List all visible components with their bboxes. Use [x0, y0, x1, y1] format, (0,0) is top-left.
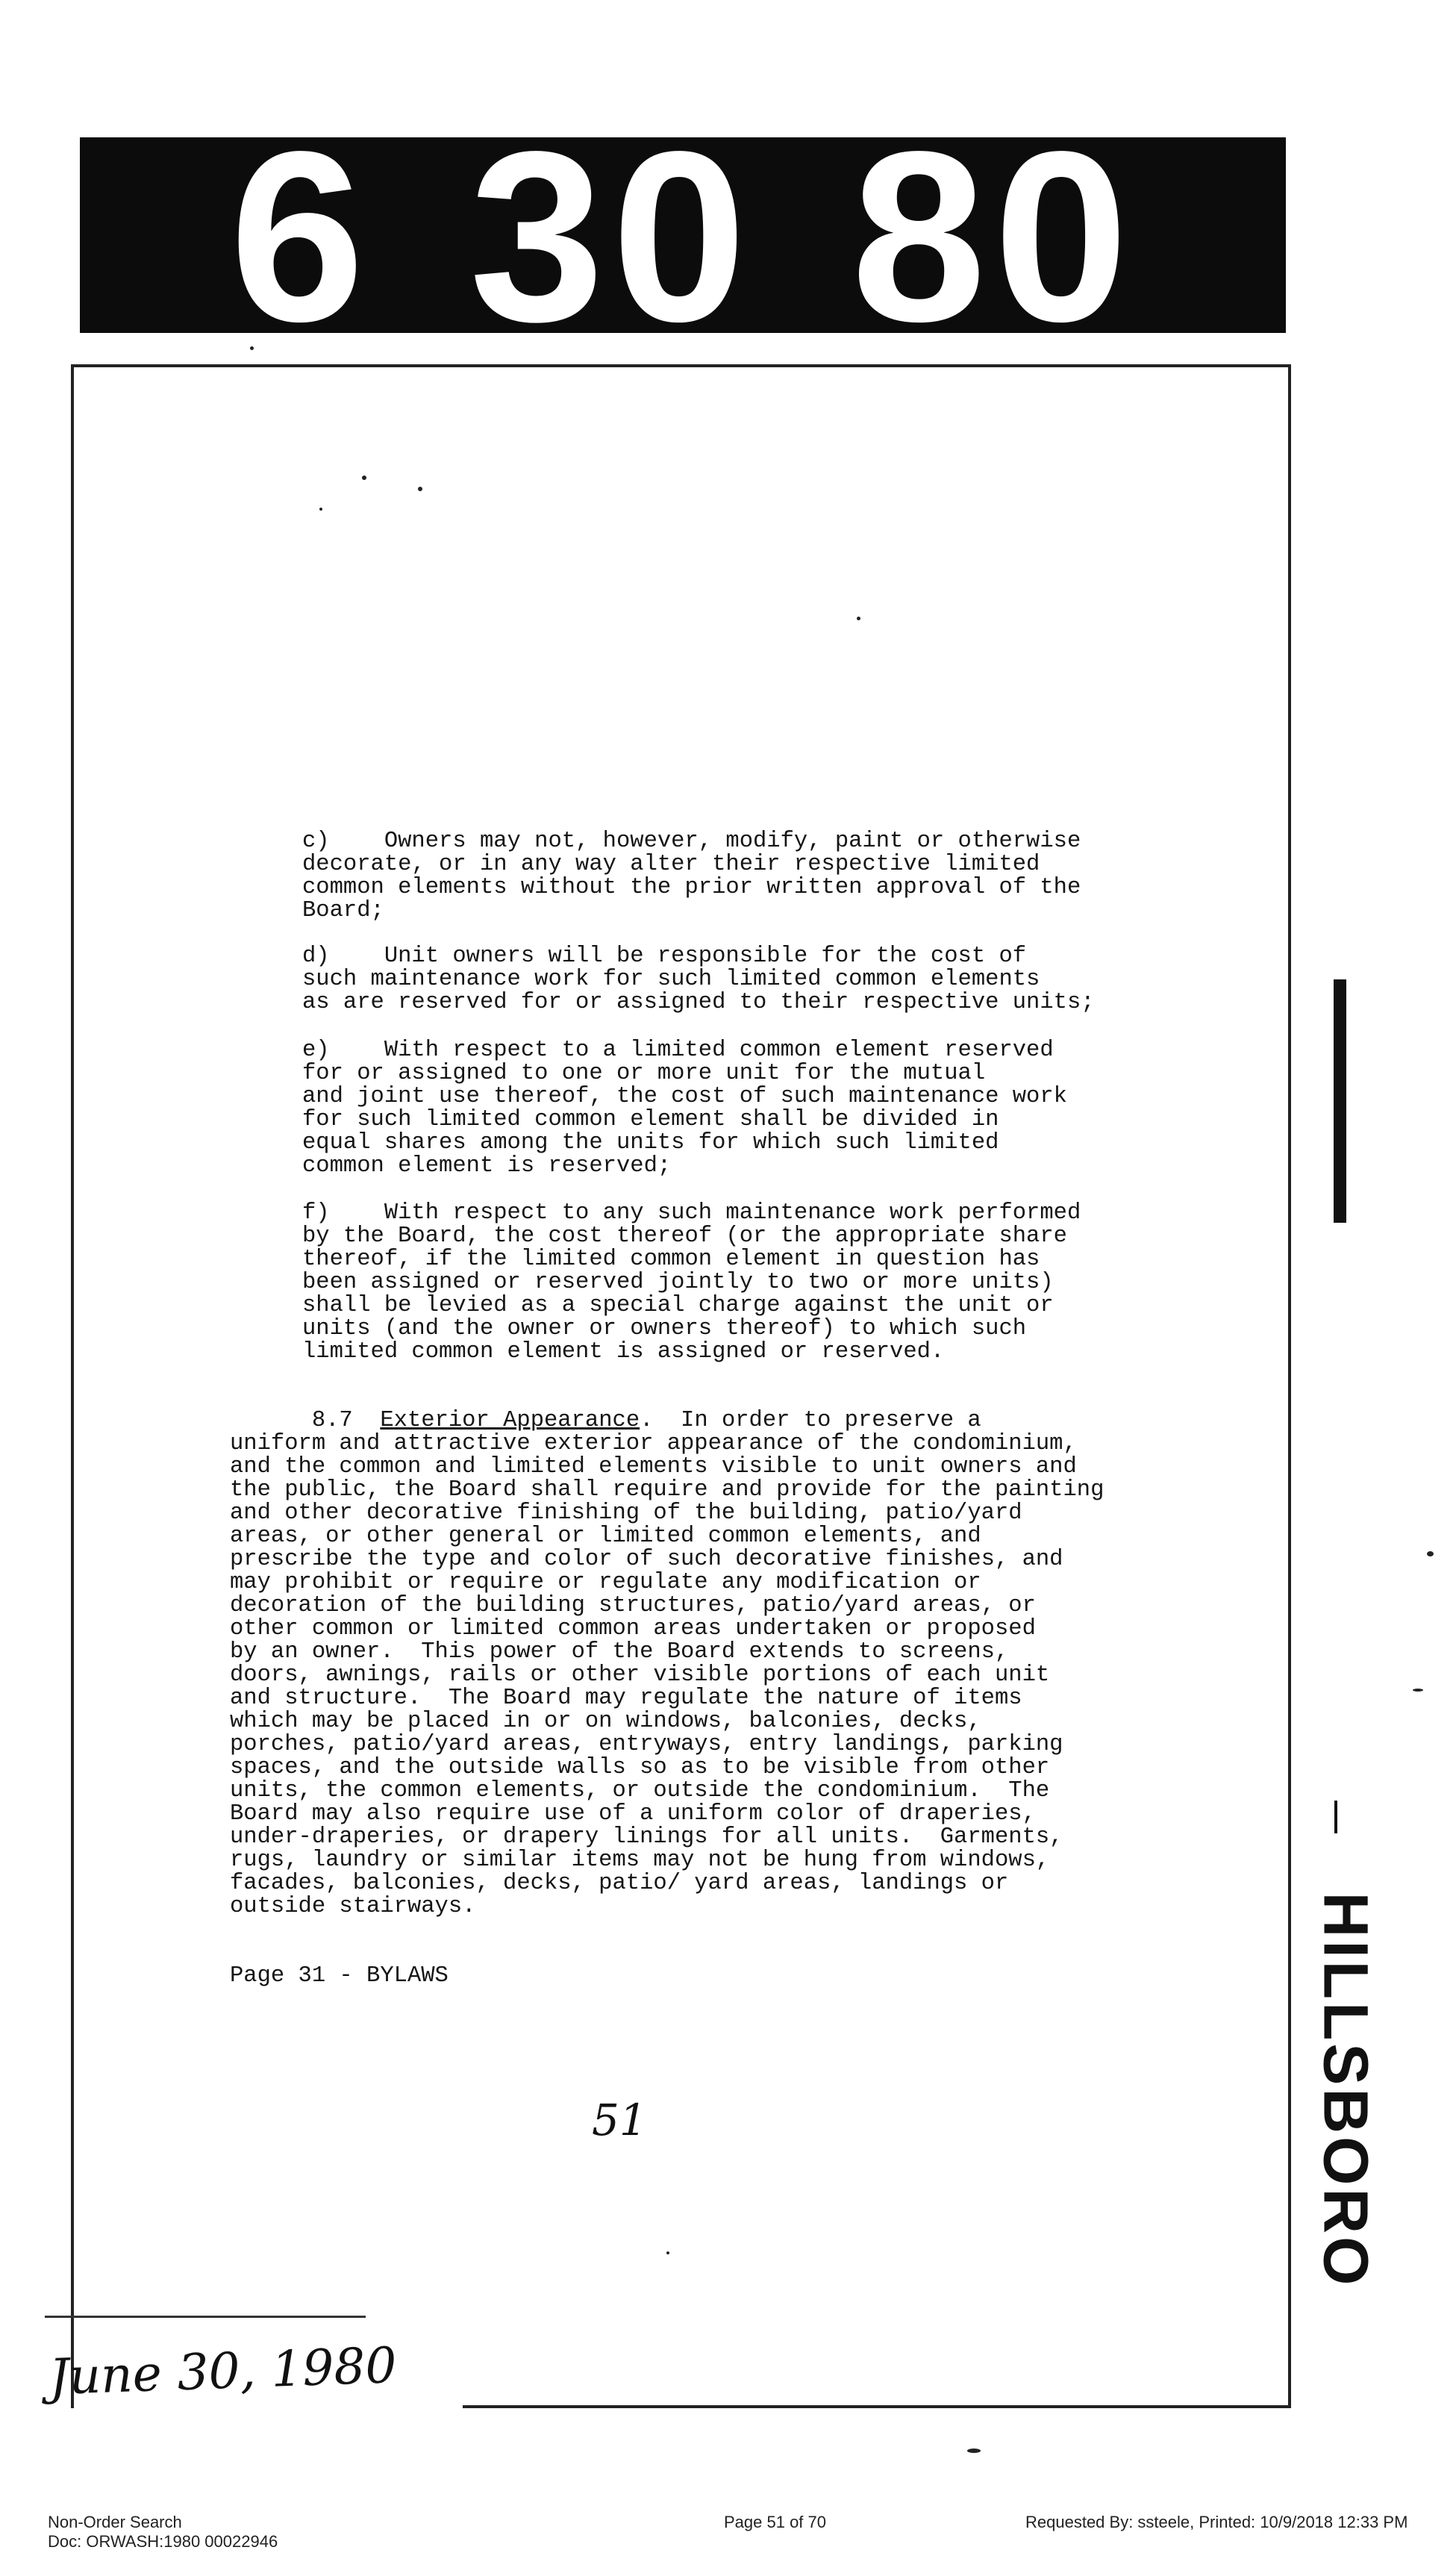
banner-date: 6 30 80 [229, 137, 1137, 333]
scan-speck [418, 487, 422, 491]
scan-speck [250, 346, 254, 350]
page-frame [71, 364, 1291, 2408]
section-title: Exterior Appearance [380, 1408, 640, 1433]
footer-requested-by: Requested By: ssteele, Printed: 10/9/2018 12:33 PM [1025, 2513, 1408, 2531]
footer-left [48, 2513, 278, 2552]
scan-speck [666, 2251, 669, 2254]
handwritten-date: June 30, 1980 [48, 2336, 398, 2407]
scan-speck [319, 508, 322, 511]
frame-rule-right [463, 2405, 1288, 2408]
stamp-text: HILLSBORO [1310, 1892, 1381, 2289]
scan-speck [1413, 1689, 1423, 1692]
footer-search-type: Non-Order Search [48, 2513, 182, 2531]
handwritten-page-number: 51 [592, 2095, 647, 2145]
scan-speck [857, 617, 860, 620]
footer-page-count: Page 51 of 70 [724, 2513, 827, 2531]
scan-speck [362, 476, 366, 480]
scan-speck [1427, 1551, 1434, 1556]
section-number: 8.7 [311, 1408, 353, 1433]
section-body: uniform and attractive exterior appearance of the condominium, and the common and limited elements visible to unit owners and the public, the Board shall require and provide for the painting and other decorative finishing of the building, patio/yard areas, or other general or limited common elements, and prescribe the type and color of such decorative finishes, and may prohibit or require or regulate any modification or decoration of the building structures, patio/yard areas, or other common or limited common areas undertaken or proposed by an owner. This power of the Board extends to screens, doors, awnings, rails or other visible portions of each unit and structure. The Board may regulate the nature of items which may be placed in or on windows, balconies, decks, porches, patio/yard areas, entryways, entry landings, parking spaces, and the outside walls so as to be visible from other units, the common elements, or outside the condominium. The Board may also require use of a uniform color of draperies, under-draperies, or drapery linings for all units. Garments, rugs, laundry or similar items may not be hung from windows, facades, balconies, decks, patio/ yard areas, landings or outside stairways. [230, 1431, 1105, 1919]
paragraph-c: c) Owners may not, however, modify, paint or otherwise decorate, or in any way alter their respective limited common elements without the prior written approval of the Board; [302, 829, 1081, 923]
paragraph-f: f) With respect to any such maintenance work performed by the Board, the cost thereof (or the appropriate share thereof, if the limited common element in question has been assigned or reserved jointly to two or more units) shall be levied as a special charge against the unit or units (and the owner or owners thereof) to which such limited common element is assigned or reserved. [302, 1200, 1081, 1365]
section-first-line: . In order to preserve a [640, 1408, 981, 1433]
stamp-bar [1334, 979, 1346, 1223]
date-banner [80, 137, 1286, 333]
section-8-7 [230, 1409, 1104, 1918]
paragraph-d: d) Unit owners will be responsible for the cost of such maintenance work for such limited common elements as are reserved for or assigned to their respective units; [302, 944, 1095, 1015]
frame-rule-left [45, 2316, 366, 2318]
stamp-tick [1334, 1801, 1337, 1833]
footer-doc-id: Doc: ORWASH:1980 00022946 [48, 2532, 278, 2551]
page-label: Page 31 - BYLAWS [230, 1963, 449, 1989]
hillsboro-stamp [1312, 1881, 1379, 2299]
scan-speck [967, 2449, 981, 2453]
paragraph-e: e) With respect to a limited common element reserved for or assigned to one or more unit for the mutual and joint use thereof, the cost of such maintenance work for such limited common element shall be divided in equal shares among the units for which such limited common element is reserved; [302, 1038, 1067, 1179]
